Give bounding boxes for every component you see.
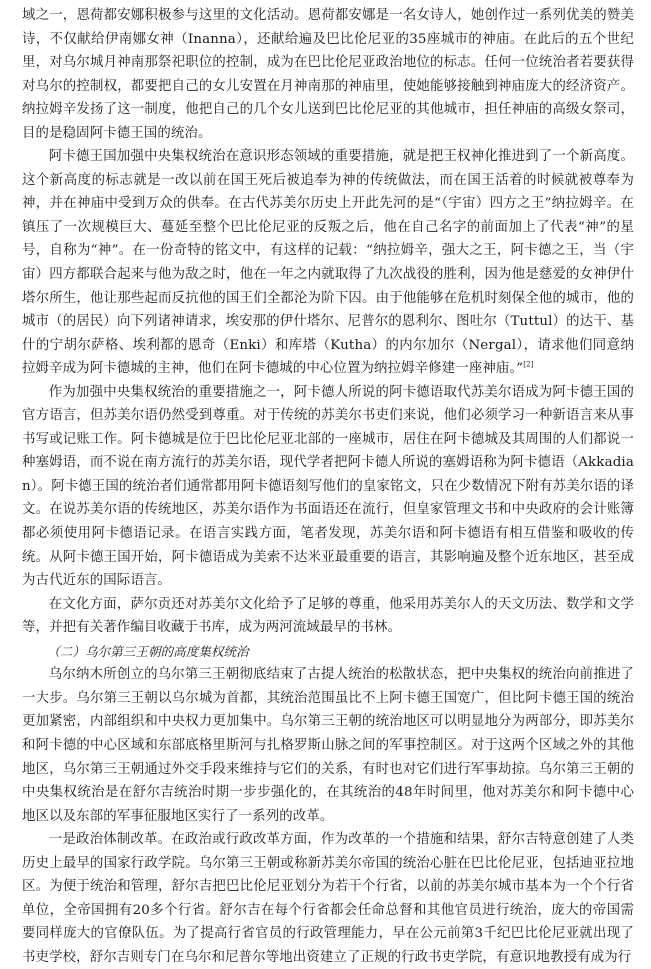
- footnote-marker: [2]: [523, 360, 534, 369]
- paragraph-enheduanna: 域之一，恩荷都安娜积极参与这里的文化活动。恩荷都安娜是一名女诗人，她创作过一系列优美的赞美诗，不仅献给伊南娜女神（Inanna），还献给遍及巴比伦尼亚的35座城市的神庙。在此后的五个世纪里，对乌尔城月神南那祭祀职位的控制，成为在巴比伦尼亚政治地位的标志。任何一位统治者若要获得对乌尔的控制权，都要把自己的女儿安置在月神南那的神庙里，使她能够接触到神庙庞大的经济资产。纳拉姆辛发扬了这一制度，他把自己的几个女儿送到巴比伦尼亚的其他城市，担任神庙的高级女祭司，目的是稳固阿卡德王国的统治。: [22, 8, 634, 141]
- section-heading: （二）乌尔第三王朝的高度集权统治: [47, 643, 249, 659]
- paragraph-deification: [22, 145, 634, 380]
- paragraph-sargon-culture: 在文化方面，萨尔贡还对苏美尔文化给予了足够的尊重，他采用苏美尔人的天文历法、数学和文学等，并把有关著作编目收藏于书库，成为两河流域最早的书林。: [22, 596, 634, 636]
- paragraph-political-reform: 一是政治体制改革。在政治或行政改革方面，作为改革的一个措施和结果，舒尔吉特意创建了人类历史上最早的国家行政学院。乌尔第三王朝或称新苏美尔帝国的统治心脏在巴比伦尼亚，包括迪亚拉地区。为便于统治和管理，舒尔吉把巴比伦尼亚划分为若干个行省，以前的苏美尔城市基本为一个个行省单位，全帝国拥有20多个行省。舒尔吉在每个行省都会任命总督和其他官员进行统治，庞大的帝国需要同样庞大的官僚队伍。为了提高行省官员的行政管理能力，早在公元前第3千纪巴比伦尼亚就出现了书吏学校，舒尔吉则专门在乌尔和尼普尔等地出资建立了正规的行政书吏学院，有意识地教授有成为行: [22, 832, 634, 965]
- paragraph-deification-text: 阿卡德王国加强中央集权统治在意识形态领域的重要措施，就是把王权神化推进到了一个新高度。这个新高度的标志就是一改以前在国王死后被追奉为神的传统做法，而在国王活着的时候就被尊奉为神，并在神庙中受到万众的供奉。在古代苏美尔历史上开此先河的是“（宇宙）四方之王”纳拉姆辛。在镇压了一次规模巨大、蔓延至整个巴比伦尼亚的反叛之后，他在自己名字的前面加上了代表“神”的星号，自称为“神”。在一份奇特的铭文中，有这样的记载：“纳拉姆辛，强大之王，阿卡德之王，当（宇宙）四方都联合起来与他为敌之时，他在一年之内就取得了九次战役的胜利，因为他是慈爱的女神伊什塔尔所生，他让那些起而反抗他的国王们全都沦为阶下囚。由于他能够在危机时刻保全他的城市，他的城市（的居民）向下列诸神请求，埃安那的伊什塔尔、尼普尔的恩利尔、图吐尔（Tuttul）的达干、基什的宁胡尔萨格、埃利都的恩奇（Enki）和库塔（Kutha）的内尔加尔（Nergal），请求他们同意纳拉姆辛成为阿卡德城的主神，他们在阿卡德城的中心位置为纳拉姆辛修建一座神庙。”: [22, 149, 634, 377]
- paragraph-akkadian-language: 作为加强中央集权统治的重要措施之一，阿卡德人所说的阿卡德语取代苏美尔语成为阿卡德王国的官方语言，但苏美尔语仍然受到尊重。对于传统的苏美尔书吏们来说，他们必须学习一种新语言来从事书写或记账工作。阿卡德城是位于巴比伦尼亚北部的一座城市，居住在阿卡德城及其周围的人们都说一种塞姆语，而不说在南方流行的苏美尔语，现代学者把阿卡德人所说的塞姆语称为阿卡德语（Akkadian）。阿卡德王国的统治者们通常都用阿卡德语刻写他们的皇家铭文，只在少数情况下附有苏美尔语的译文。在说苏美尔语的传统地区，苏美尔语作为书面语还在流行，但皇家管理文书和中央政府的会计账簿都必须使用阿卡德语记录。在语言实践方面，笔者发现，苏美尔语和阿卡德语有相互借鉴和吸收的传统。从阿卡德王国开始，阿卡德语成为美索不达米亚最重要的语言，其影响遍及整个近东地区，甚至成为古代近东的国际语言。: [22, 384, 634, 589]
- paragraph-ur-third-dynasty: 乌尔纳木所创立的乌尔第三王朝彻底结束了古提人统治的松散状态，把中央集权的统治向前推进了一大步。乌尔第三王朝以乌尔城为首都，其统治范围虽比不上阿卡德王国宽广，但比阿卡德王国的统治更加紧密，内部组织和中央权力更加集中。乌尔第三王朝的统治地区可以明显地分为两部分，即苏美尔和阿卡德的中心区域和东部底格里斯河与扎格罗斯山脉之间的军事控制区。对于这两个区域之外的其他地区，乌尔第三王朝通过外交手段来维持与它们的关系，有时也对它们进行军事劫掠。乌尔第三王朝的中央集权统治是在舒尔吉统治时期一步步强化的，在其统治的48年时间里，他对苏美尔和阿卡德中心地区以及东部的军事征服地区实行了一系列的改革。: [22, 667, 634, 824]
